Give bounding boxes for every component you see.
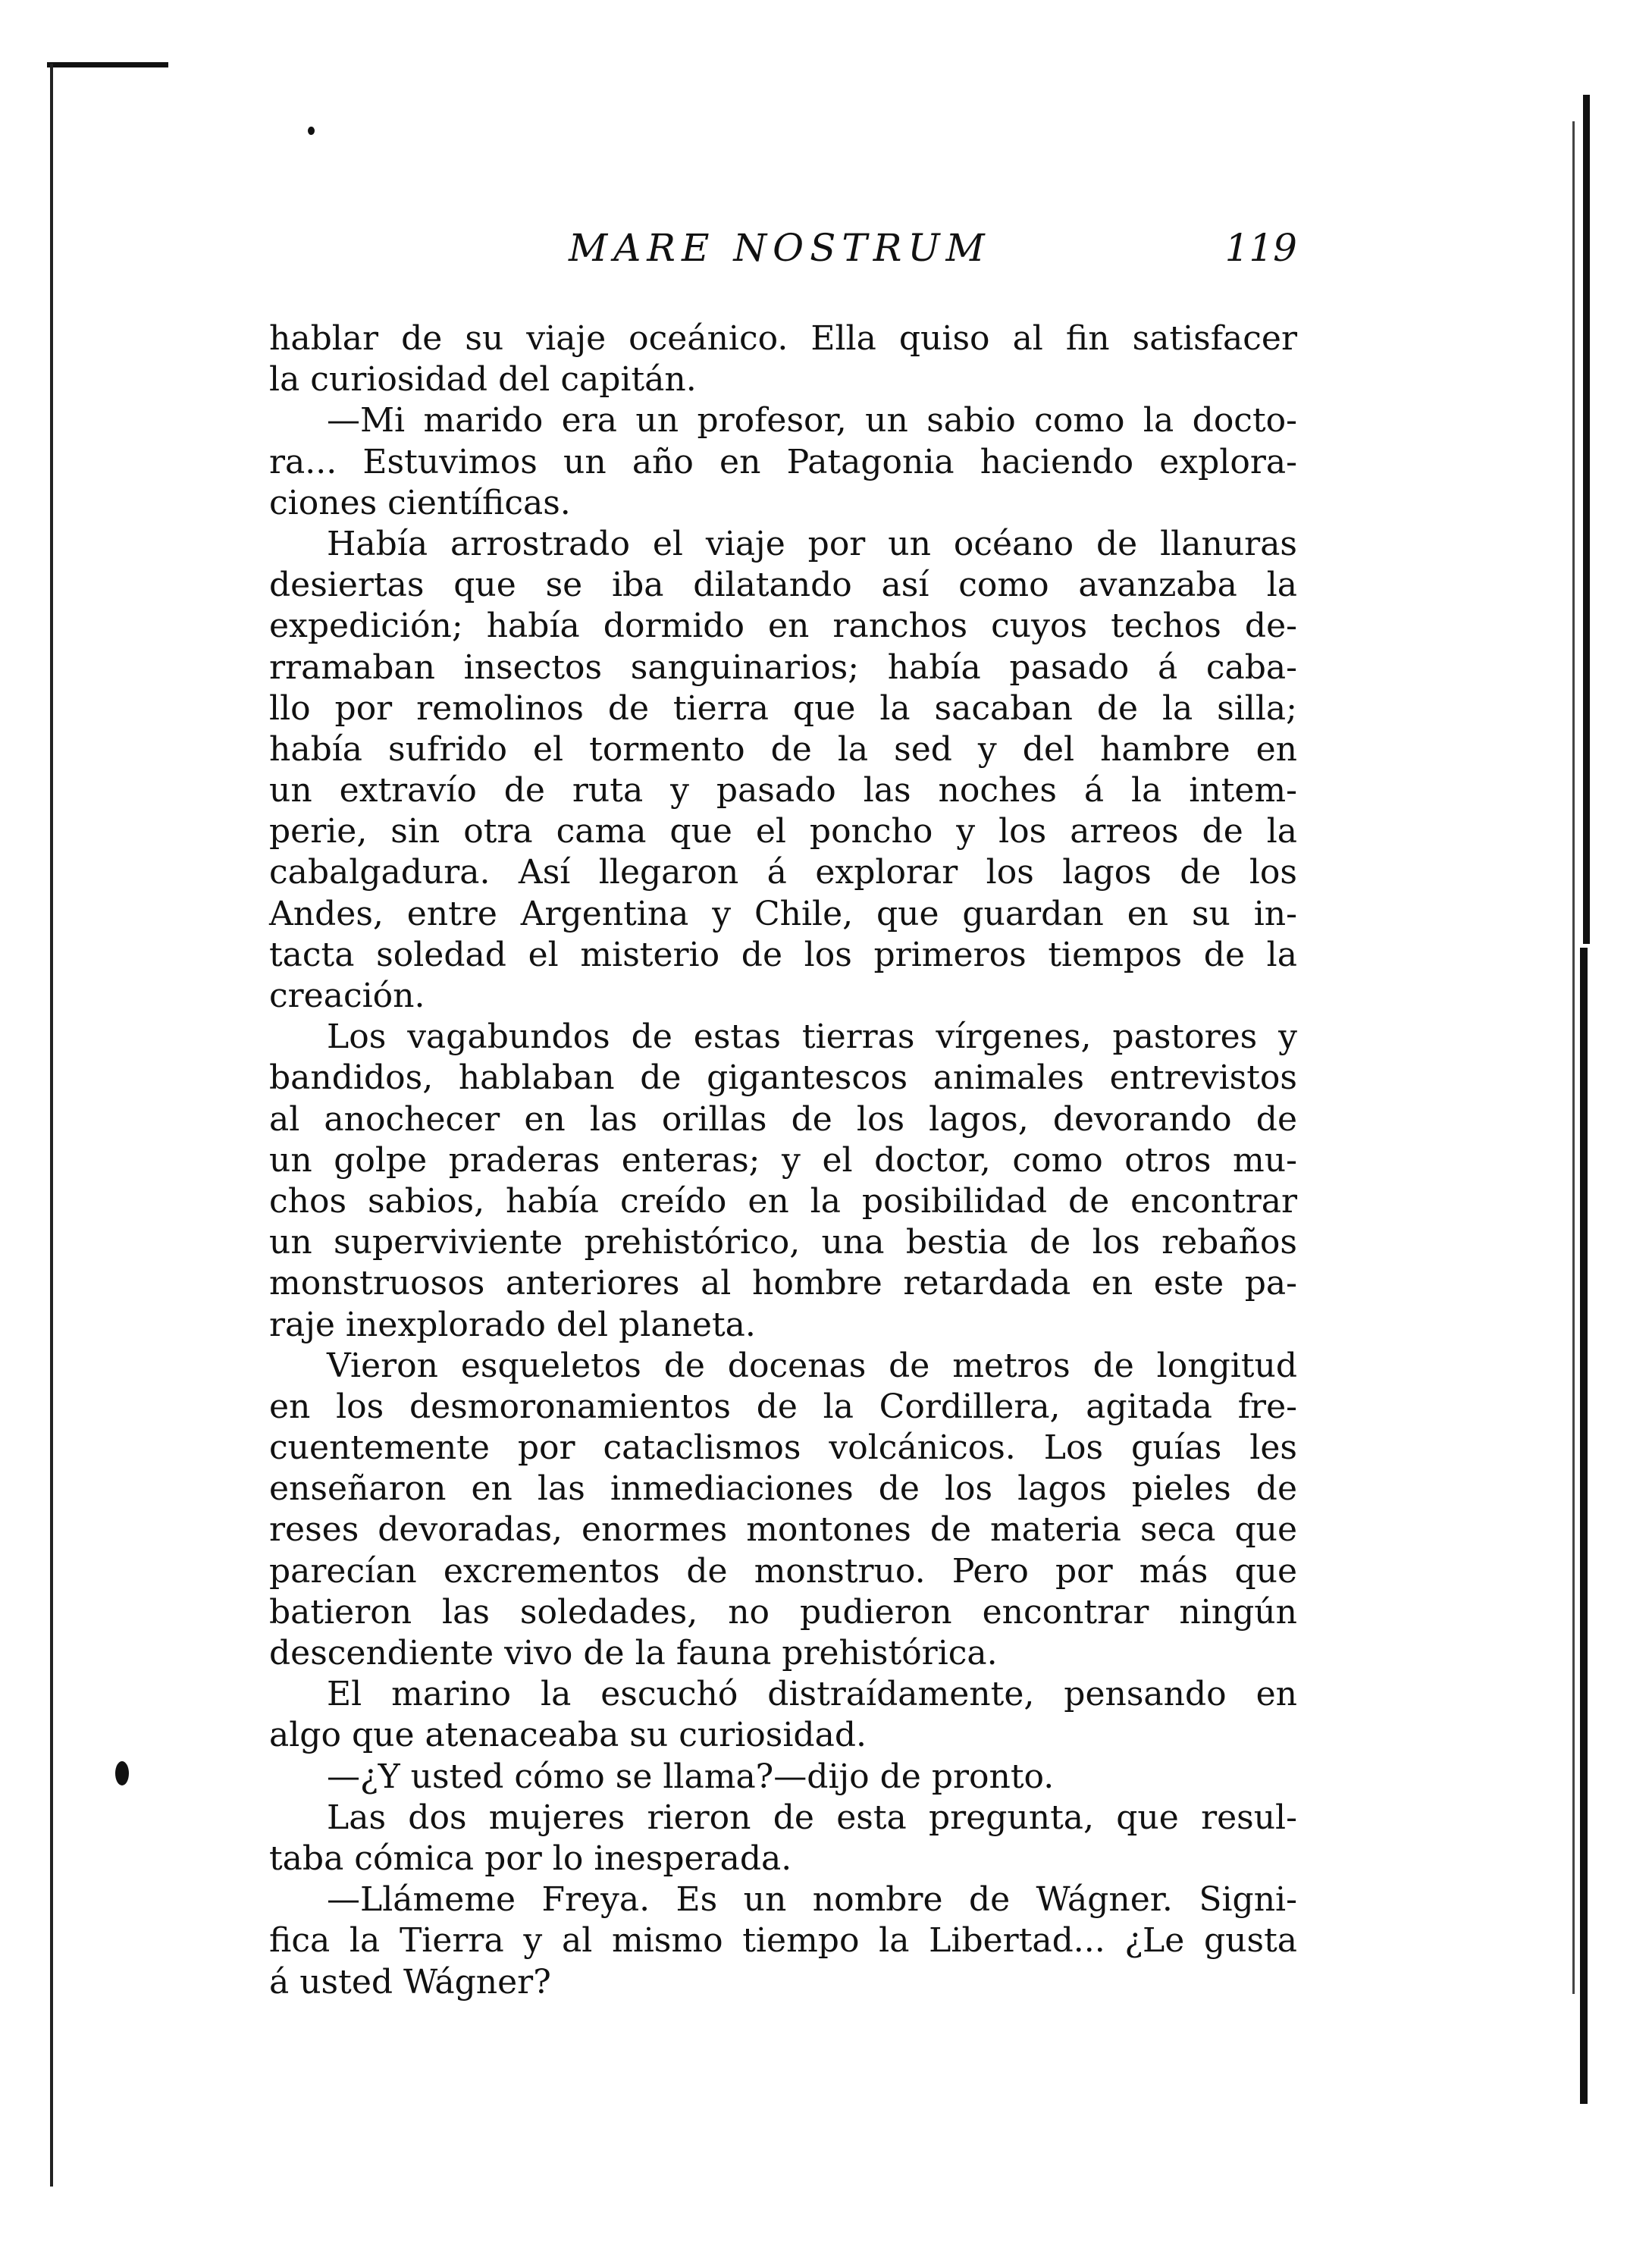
text-line: raje inexplorado del planeta.: [269, 1305, 756, 1344]
text-line: —¿Y usted cómo se llama?—dijo de pronto.: [327, 1757, 1055, 1796]
scan-edge-mark: [1572, 121, 1575, 1994]
scan-edge-mark: [1583, 95, 1590, 944]
text-line: ciones científicas.: [269, 483, 571, 522]
text-line: cabalgadura. Así llegaron á explorar los lagos de los: [269, 853, 1297, 892]
scan-edge-mark: [1580, 948, 1588, 2104]
text-line: un golpe praderas enteras; y el doctor, como otros mu-: [269, 1140, 1297, 1180]
body-text: [269, 318, 1297, 2003]
text-line: fica la Tierra y al mismo tiempo la Libertad... ¿Le gusta: [269, 1921, 1297, 1961]
text-line: El marino la escuchó distraídamente, pensando en: [327, 1675, 1297, 1714]
text-line: enseñaron en las inmediaciones de los lagos pieles de: [269, 1469, 1297, 1509]
text-line: en los desmoronamientos de la Cordillera, agitada fre-: [269, 1387, 1297, 1426]
text-line: un extravío de ruta y pasado las noches á la intem-: [269, 771, 1297, 810]
page-header: [269, 226, 1297, 279]
text-line: hablar de su viaje oceánico. Ella quiso al fin satisfacer: [269, 319, 1297, 358]
text-line: Las dos mujeres rieron de esta pregunta, que resul-: [327, 1798, 1297, 1837]
text-line: Los vagabundos de estas tierras vírgenes, pastores y: [327, 1017, 1297, 1057]
scan-edge-mark: [47, 62, 168, 67]
text-line: había sufrido el tormento de la sed y del hambre en: [269, 729, 1297, 769]
text-line: reses devoradas, enormes montones de materia seca que: [269, 1510, 1297, 1550]
text-line: ra... Estuvimos un año en Patagonia haciendo explora-: [269, 442, 1297, 481]
text-line: bandidos, hablaban de gigantescos animales entrevistos: [269, 1058, 1297, 1098]
text-line: rramaban insectos sanguinarios; había pasado á caba-: [269, 647, 1297, 687]
text-line: expedición; había dormido en ranchos cuyos techos de-: [269, 607, 1297, 646]
text-line: un superviviente prehistórico, una bestia de los rebaños: [269, 1223, 1297, 1262]
text-line: Vieron esqueletos de docenas de metros de longitud: [327, 1346, 1297, 1385]
text-line: Había arrostrado el viaje por un océano de llanuras: [327, 524, 1297, 563]
text-line: perie, sin otra cama que el poncho y los arreos de la: [269, 812, 1297, 851]
text-line: taba cómica por lo inesperada.: [269, 1839, 792, 1878]
text-line: descendiente vivo de la fauna prehistórica.: [269, 1634, 998, 1672]
text-line: al anochecer en las orillas de los lagos, devorando de: [269, 1099, 1297, 1139]
text-line: batieron las soledades, no pudieron encontrar ningún: [269, 1592, 1297, 1632]
text-line: cuentemente por cataclismos volcánicos. Los guías les: [269, 1428, 1297, 1468]
text-line: chos sabios, había creído en la posibilidad de encontrar: [269, 1181, 1297, 1221]
ink-speck: [115, 1761, 129, 1785]
text-line: desiertas que se iba dilatando así como avanzaba la: [269, 566, 1297, 605]
text-line: —Llámeme Freya. Es un nombre de Wágner. Signi-: [327, 1880, 1297, 1920]
running-title: MARE NOSTRUM: [569, 226, 991, 270]
text-line: á usted Wágner?: [269, 1962, 551, 2002]
text-line: —Mi marido era un profesor, un sabio como la docto-: [327, 401, 1297, 440]
ink-speck: [308, 127, 315, 135]
text-line: parecían excrementos de monstruo. Pero por más que: [269, 1551, 1297, 1591]
text-line: la curiosidad del capitán.: [269, 360, 697, 400]
page-number: 119: [1224, 226, 1297, 270]
text-line: llo por remolinos de tierra que la sacaban de la silla;: [269, 688, 1297, 728]
text-line: Andes, entre Argentina y Chile, que guardan en su in-: [269, 894, 1297, 933]
text-line: algo que atenaceaba su curiosidad.: [269, 1716, 867, 1755]
scan-edge-mark: [50, 64, 53, 2187]
text-line: creación.: [269, 977, 425, 1015]
text-line: monstruosos anteriores al hombre retardada en este pa-: [269, 1264, 1297, 1303]
text-line: tacta soledad el misterio de los primeros tiempos de la: [269, 935, 1297, 974]
